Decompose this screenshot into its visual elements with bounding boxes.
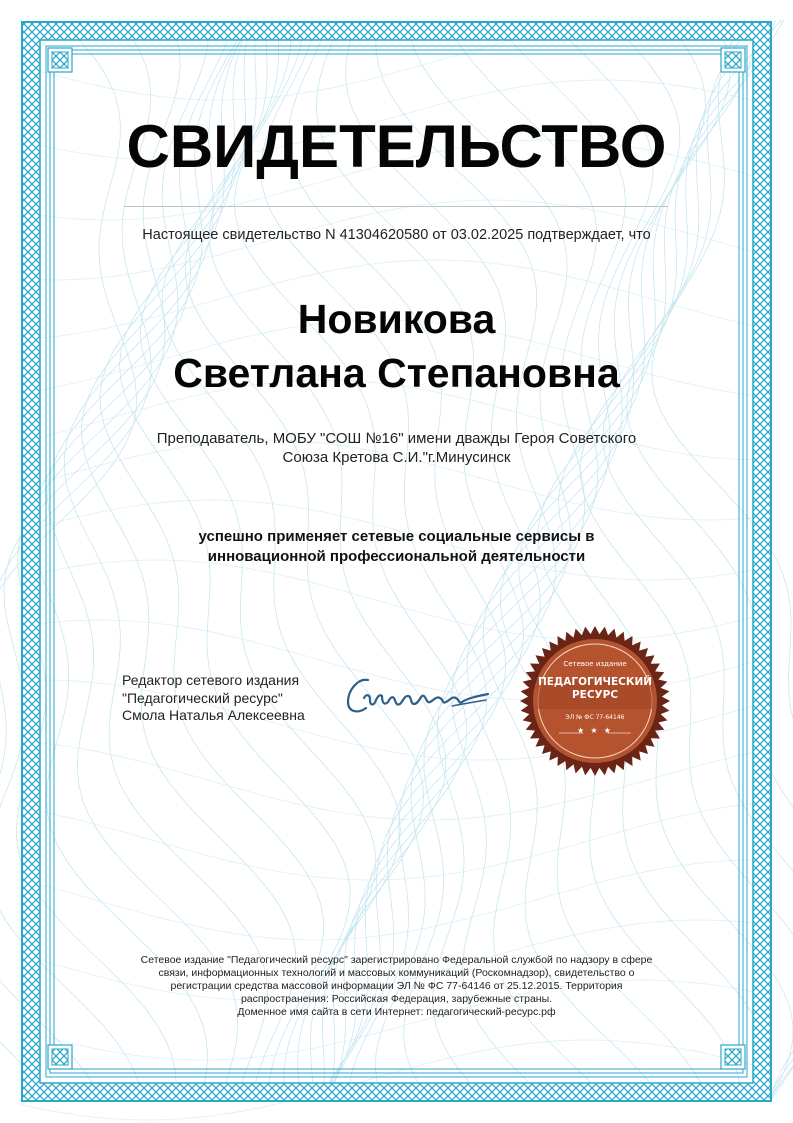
seal-title-line: РЕСУРС <box>571 688 619 701</box>
footer-line: связи, информационных технологий и массовых коммуникаций (Роскомнадзор), свидетельство о <box>158 967 635 979</box>
achievement-line: инновационной профессиональной деятельности <box>207 548 586 565</box>
recipient-given-names: Светлана Степановна <box>173 350 620 396</box>
certificate-intro: Настоящее свидетельство N 41304620580 от 03.02.2025 подтверждает, что <box>142 227 651 243</box>
footer-line: регистрации средства массовой информации ЭЛ № ФС 77-64146 от 25.12.2015. Территория <box>170 980 623 992</box>
registration-footer <box>120 954 673 1019</box>
position-line: Преподаватель, МОБУ "СОШ №16" имени дважды Героя Советского <box>156 430 637 447</box>
seal-registration: ЭЛ № ФС 77-64146 <box>565 713 625 721</box>
editor-signature <box>342 664 492 728</box>
seal-top-text: Сетевое издание <box>563 659 627 668</box>
editor-role: Редактор сетевого издания <box>122 672 300 688</box>
seal-stars: ★ ★ ★ <box>577 725 613 735</box>
achievement-line: успешно применяет сетевые социальные сервисы в <box>198 528 595 545</box>
editor-publication: "Педагогический ресурс" <box>122 689 283 706</box>
footer-line: Сетевое издание "Педагогический ресурс" зарегистрировано Федеральной службой по надзору в сфере <box>140 954 653 966</box>
recipient-surname: Новикова <box>297 296 496 342</box>
editor-block <box>122 672 342 725</box>
editor-name: Смола Наталья Алексеевна <box>122 707 305 723</box>
position-line: Союза Кретова С.И."г.Минусинск <box>282 449 511 466</box>
certificate-title: СВИДЕТЕЛЬСТВО <box>126 113 667 180</box>
seal-title-line: ПЕДАГОГИЧЕСКИЙ <box>537 675 653 688</box>
title-divider <box>124 206 668 207</box>
publication-seal <box>519 625 671 777</box>
footer-line: распространения: Российская Федерация, зарубежные страны. <box>240 993 553 1005</box>
seal-title <box>538 676 652 702</box>
recipient-position <box>120 429 673 467</box>
achievement-text <box>150 527 643 567</box>
footer-line: Доменное имя сайта в сети Интернет: педагогический-ресурс.рф <box>237 1006 556 1018</box>
